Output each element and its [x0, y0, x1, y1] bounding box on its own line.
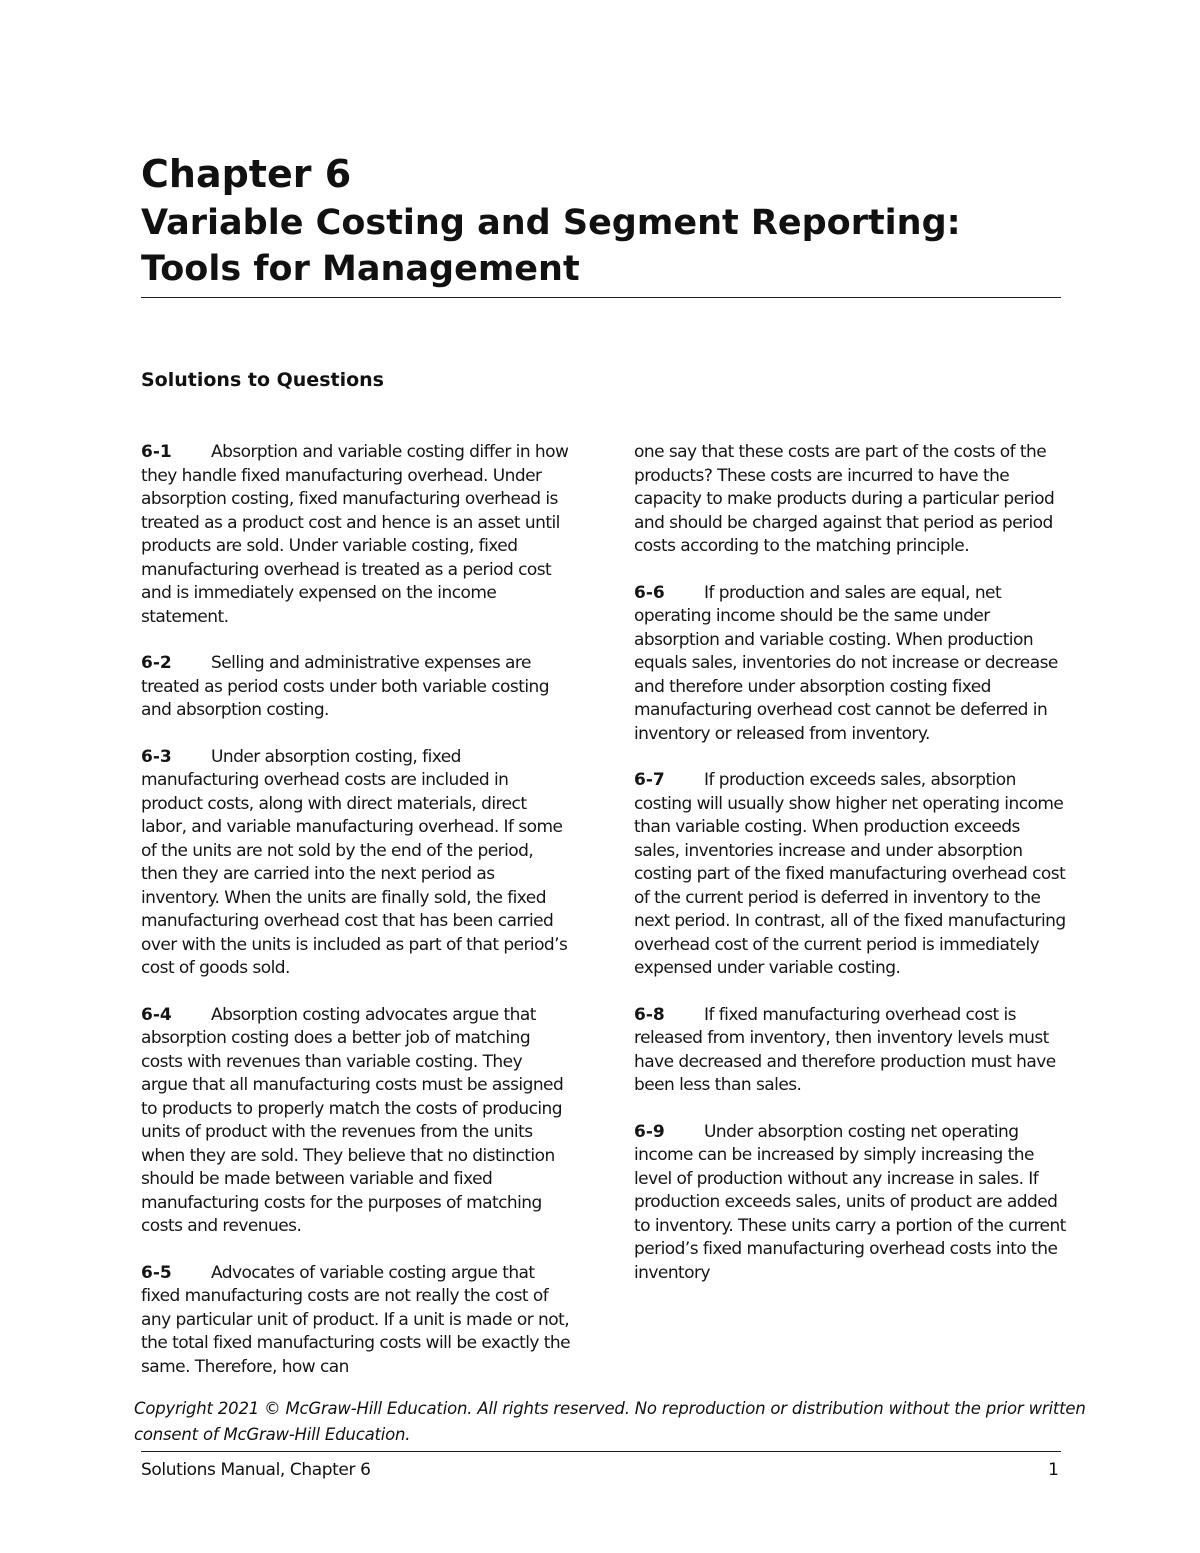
question-answer: [141, 441, 571, 629]
answer-text: Advocates of variable costing argue that fixed manufacturing costs are not really the cost of any particular unit of product. If a unit is made or not, the total fixed manufacturing costs will be exactly the same. Therefore, how can: [141, 1262, 571, 1377]
footer-label: Solutions Manual, Chapter 6: [141, 1460, 371, 1480]
question-number: 6-9: [634, 1121, 665, 1142]
question-answer: [141, 652, 571, 723]
footer-divider: [141, 1451, 1061, 1452]
page-number: 1: [1048, 1460, 1059, 1480]
question-number: 6-8: [634, 1004, 665, 1025]
chapter-number: Chapter 6: [141, 152, 352, 196]
answer-text: Absorption and variable costing differ in how they handle fixed manufacturing overhead. Under absorption costing, fixed manufacturing overhead is treated as a product cost and hence is an asset until products are sold. Under variable costing, fixed manufacturing overhead is treated as a period cost and is immediately expensed on the income statement.: [141, 442, 569, 627]
answer-text: If fixed manufacturing overhead cost is released from inventory, then inventory levels must have decreased and therefore production must have been less than sales.: [634, 1004, 1056, 1095]
question-number: 6-3: [141, 746, 172, 767]
question-number: 6-7: [634, 770, 665, 790]
question-answer: [141, 1262, 571, 1380]
question-number: 6-1: [141, 442, 172, 462]
answer-text: Selling and administrative expenses are treated as period costs under both variable costing and absorption costing.: [141, 653, 549, 720]
copyright-notice: Copyright 2021 © McGraw-Hill Education. All rights reserved. No reproduction or distribution without the prior written consent of McGraw-Hill Education.: [134, 1399, 1086, 1444]
question-answer: [634, 1004, 1066, 1098]
answer-text: Absorption costing advocates argue that absorption costing does a better job of matching costs with revenues than variable costing. They argue that all manufacturing costs must be assigned to products to properly match the costs of producing units of product with the revenues from the units when they are sold. They believe that no distinction should be made between variable and fixed manufacturing costs for the purposes of matching costs and revenues.: [141, 1004, 564, 1236]
question-number: 6-2: [141, 653, 172, 673]
answer-text: Under absorption costing, fixed manufacturing overhead costs are included in product costs, along with direct materials, direct labor, and variable manufacturing overhead. If some of the units are not sold by the end of the period, then they are carried into the next period as inventory. When the units are finally sold, the fixed manufacturing overhead cost that has been carried over with the units is included as part of that period’s cost of goods sold.: [141, 746, 568, 978]
section-heading: Solutions to Questions: [141, 369, 384, 391]
answer-text: If production and sales are equal, net operating income should be the same under absorption and variable costing. When production equals sales, inventories do not increase or decrease and therefore under absorption costing fixed manufacturing overhead cost cannot be deferred in inventory or released from inventory.: [634, 582, 1058, 744]
question-number: 6-5: [141, 1262, 172, 1283]
question-answer: [634, 769, 1066, 981]
continued-answer-text: one say that these costs are part of the costs of the products? These costs are incurred to have the capacity to make products during a particular period and should be charged against that period as period costs according to the matching principle.: [634, 442, 1055, 556]
chapter-header: [141, 148, 1061, 292]
right-column: [634, 441, 1066, 1308]
question-answer: [141, 1004, 571, 1239]
left-column: [141, 441, 571, 1402]
question-number: 6-4: [141, 1004, 172, 1025]
answer-text: Under absorption costing net operating income can be increased by simply increasing the level of production without any increase in sales. If production exceeds sales, units of product are added to inventory. These units carry a portion of the current period’s fixed manufacturing overhead costs into the inventory: [634, 1121, 1066, 1283]
question-answer: [634, 582, 1066, 747]
chapter-title-line-1: Variable Costing and Segment Reporting:: [141, 203, 961, 243]
question-answer: [634, 1121, 1066, 1286]
question-number: 6-6: [634, 582, 665, 603]
title-divider: [141, 297, 1061, 298]
answer-text: If production exceeds sales, absorption costing will usually show higher net operating income than variable costing. When production exceeds sales, inventories increase and under absorption costing part of the fixed manufacturing overhead cost of the current period is deferred in inventory to the next period. In contrast, all of the fixed manufacturing overhead cost of the current period is immediately expensed under variable costing.: [634, 770, 1066, 978]
question-answer: [141, 746, 571, 981]
chapter-title-line-2: Tools for Management: [141, 249, 580, 289]
